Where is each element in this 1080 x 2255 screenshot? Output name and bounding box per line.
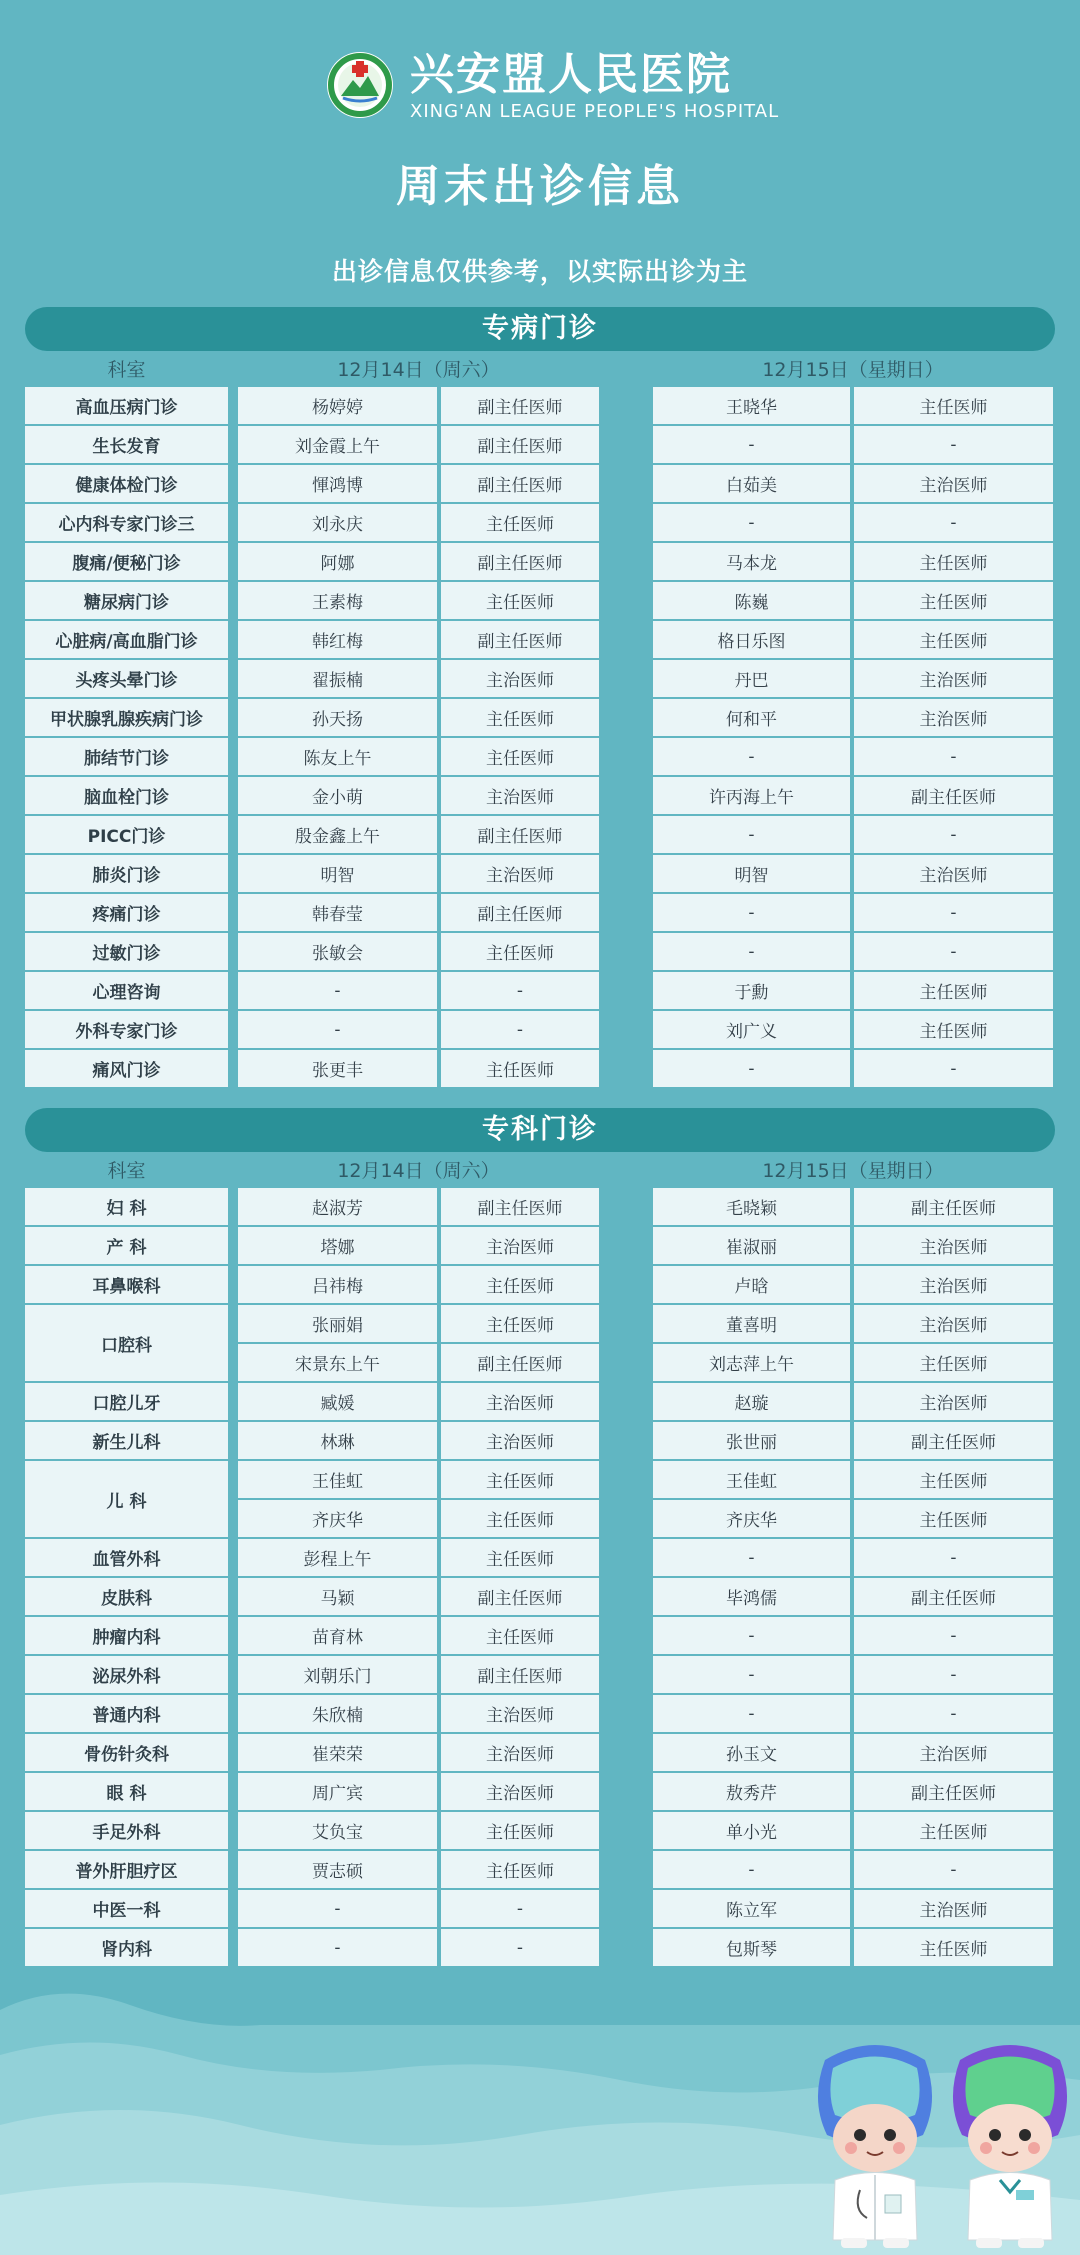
doctor-name-day2: 丹巴: [653, 660, 850, 697]
doctor-name-day2: -: [653, 1851, 850, 1888]
department-cell: 生长发育: [25, 426, 228, 463]
department-cell: 口腔儿牙: [25, 1383, 228, 1420]
doctor-title-day1: 副主任医师: [441, 426, 599, 463]
mascot-doctor-icon: [805, 2040, 945, 2250]
doctor-name-day2: 敖秀芹: [653, 1773, 850, 1810]
department-cell: 儿 科: [25, 1461, 228, 1537]
doctor-name-day2: -: [653, 1539, 850, 1576]
doctor-name-day1: 塔娜: [238, 1227, 437, 1264]
hospital-emblem-icon: [325, 50, 395, 120]
department-cell: 健康体检门诊: [25, 465, 228, 502]
doctor-title-day1: 主任医师: [441, 1812, 599, 1849]
doctor-name-day1: 齐庆华: [238, 1500, 437, 1537]
department-cell: 外科专家门诊: [25, 1011, 228, 1048]
department-cell: 过敏门诊: [25, 933, 228, 970]
doctor-title-day1: 主任医师: [441, 1539, 599, 1576]
doctor-title-day2: 主治医师: [854, 1305, 1053, 1342]
section-title: 专科门诊: [25, 1108, 1055, 1152]
department-cell: 妇 科: [25, 1188, 228, 1225]
notice-text: 出诊信息仅供参考，以实际出诊为主: [331, 257, 748, 286]
doctor-title-day2: -: [854, 1695, 1053, 1732]
department-cell: 心脏病/高血脂门诊: [25, 621, 228, 658]
department-cell: 头疼头晕门诊: [25, 660, 228, 697]
doctor-name-day1: 王佳虹: [238, 1461, 437, 1498]
header: [0, 0, 1080, 300]
doctor-name-day2: -: [653, 1656, 850, 1693]
doctor-name-day1: 张丽娟: [238, 1305, 437, 1342]
doctor-title-day1: 主任医师: [441, 1266, 599, 1303]
doctor-name-day1: 臧媛: [238, 1383, 437, 1420]
doctor-title-day1: 副主任医师: [441, 387, 599, 424]
doctor-title-day1: 主治医师: [441, 1734, 599, 1771]
doctor-title-day2: 主任医师: [854, 1500, 1053, 1537]
doctor-title-day2: 主任医师: [854, 1929, 1053, 1966]
doctor-name-day2: 于勳: [653, 972, 850, 1009]
section-title: 专病门诊: [25, 307, 1055, 351]
doctor-title-day1: 主治医师: [441, 1383, 599, 1420]
doctor-name-day1: 金小萌: [238, 777, 437, 814]
doctor-name-day2: 孙玉文: [653, 1734, 850, 1771]
doctor-name-day2: 毛晓颖: [653, 1188, 850, 1225]
doctor-name-day2: 陈立军: [653, 1890, 850, 1927]
department-cell: 新生儿科: [25, 1422, 228, 1459]
doctor-name-day2: 王佳虹: [653, 1461, 850, 1498]
doctor-title-day2: 主任医师: [854, 1461, 1053, 1498]
doctor-name-day2: -: [653, 894, 850, 931]
doctor-title-day1: 主治医师: [441, 855, 599, 892]
department-cell: 痛风门诊: [25, 1050, 228, 1087]
column-header-dept: 科室: [107, 1160, 146, 1182]
department-cell: 骨伤针灸科: [25, 1734, 228, 1771]
doctor-title-day1: 副主任医师: [441, 465, 599, 502]
doctor-title-day2: 主任医师: [854, 1344, 1053, 1381]
department-cell: 口腔科: [25, 1305, 228, 1381]
department-cell: 皮肤科: [25, 1578, 228, 1615]
doctor-title-day2: -: [854, 894, 1053, 931]
department-cell: 肺结节门诊: [25, 738, 228, 775]
doctor-title-day2: -: [854, 426, 1053, 463]
doctor-title-day1: -: [441, 1929, 599, 1966]
doctor-name-day2: 张世丽: [653, 1422, 850, 1459]
doctor-title-day1: 主任医师: [441, 1851, 599, 1888]
doctor-title-day2: 主治医师: [854, 855, 1053, 892]
doctor-title-day1: 主任医师: [441, 504, 599, 541]
doctor-name-day1: 崔荣荣: [238, 1734, 437, 1771]
department-cell: 肾内科: [25, 1929, 228, 1966]
column-header-day2: 12月15日（星期日）: [762, 359, 944, 381]
doctor-title-day1: 主任医师: [441, 933, 599, 970]
doctor-name-day1: 赵淑芳: [238, 1188, 437, 1225]
doctor-name-day2: 许丙海上午: [653, 777, 850, 814]
doctor-name-day1: 周广宾: [238, 1773, 437, 1810]
doctor-title-day1: 主任医师: [441, 1617, 599, 1654]
page-title: 周末出诊信息: [396, 161, 684, 212]
doctor-name-day1: 韩春莹: [238, 894, 437, 931]
department-cell: 心理咨询: [25, 972, 228, 1009]
doctor-name-day2: 明智: [653, 855, 850, 892]
department-cell: 高血压病门诊: [25, 387, 228, 424]
doctor-name-day2: -: [653, 1617, 850, 1654]
doctor-name-day2: -: [653, 504, 850, 541]
doctor-title-day1: 主治医师: [441, 660, 599, 697]
doctor-title-day2: 主治医师: [854, 1266, 1053, 1303]
column-header-day1: 12月14日（周六）: [337, 359, 500, 381]
department-cell: 糖尿病门诊: [25, 582, 228, 619]
doctor-name-day1: -: [238, 1890, 437, 1927]
doctor-title-day2: -: [854, 738, 1053, 775]
doctor-title-day2: 主治医师: [854, 1227, 1053, 1264]
doctor-title-day2: 副主任医师: [854, 777, 1053, 814]
doctor-title-day2: -: [854, 816, 1053, 853]
department-cell: 肿瘤内科: [25, 1617, 228, 1654]
doctor-name-day1: 殷金鑫上午: [238, 816, 437, 853]
doctor-name-day2: 赵璇: [653, 1383, 850, 1420]
doctor-name-day1: 艾负宝: [238, 1812, 437, 1849]
department-cell: 耳鼻喉科: [25, 1266, 228, 1303]
doctor-name-day1: 马颖: [238, 1578, 437, 1615]
doctor-title-day1: 主任医师: [441, 1050, 599, 1087]
doctor-name-day1: 明智: [238, 855, 437, 892]
doctor-name-day2: -: [653, 1050, 850, 1087]
doctor-title-day2: -: [854, 933, 1053, 970]
department-cell: 脑血栓门诊: [25, 777, 228, 814]
doctor-name-day2: 卢晗: [653, 1266, 850, 1303]
doctor-name-day1: 朱欣楠: [238, 1695, 437, 1732]
doctor-title-day1: -: [441, 1890, 599, 1927]
doctor-name-day2: 白茹美: [653, 465, 850, 502]
doctor-title-day2: 主治医师: [854, 465, 1053, 502]
mascot-nurse-icon: [940, 2040, 1080, 2250]
doctor-name-day2: 王晓华: [653, 387, 850, 424]
doctor-title-day1: 副主任医师: [441, 621, 599, 658]
department-cell: 产 科: [25, 1227, 228, 1264]
doctor-name-day1: 王素梅: [238, 582, 437, 619]
doctor-name-day2: -: [653, 426, 850, 463]
doctor-title-day2: 主任医师: [854, 1011, 1053, 1048]
doctor-title-day1: 主任医师: [441, 1500, 599, 1537]
doctor-title-day2: -: [854, 1617, 1053, 1654]
doctor-title-day2: 副主任医师: [854, 1422, 1053, 1459]
doctor-name-day1: -: [238, 972, 437, 1009]
doctor-title-day1: -: [441, 972, 599, 1009]
department-cell: 腹痛/便秘门诊: [25, 543, 228, 580]
doctor-name-day1: 苗育林: [238, 1617, 437, 1654]
doctor-name-day1: 贾志硕: [238, 1851, 437, 1888]
doctor-title-day1: 副主任医师: [441, 816, 599, 853]
doctor-name-day2: 毕鸿儒: [653, 1578, 850, 1615]
doctor-name-day1: 翟振楠: [238, 660, 437, 697]
department-cell: 中医一科: [25, 1890, 228, 1927]
department-cell: 疼痛门诊: [25, 894, 228, 931]
doctor-name-day2: 刘志萍上午: [653, 1344, 850, 1381]
doctor-name-day1: 吕祎梅: [238, 1266, 437, 1303]
doctor-title-day2: 主治医师: [854, 1734, 1053, 1771]
doctor-name-day1: 阿娜: [238, 543, 437, 580]
doctor-title-day1: 主治医师: [441, 1695, 599, 1732]
hospital-name: 兴安盟人民医院: [410, 49, 732, 100]
doctor-title-day2: 主任医师: [854, 582, 1053, 619]
doctor-name-day1: 杨婷婷: [238, 387, 437, 424]
column-header-day2: 12月15日（星期日）: [762, 1160, 944, 1182]
doctor-name-day2: 马本龙: [653, 543, 850, 580]
doctor-name-day1: -: [238, 1011, 437, 1048]
doctor-name-day2: -: [653, 1695, 850, 1732]
doctor-name-day2: 崔淑丽: [653, 1227, 850, 1264]
doctor-title-day1: 副主任医师: [441, 894, 599, 931]
doctor-name-day2: 刘广义: [653, 1011, 850, 1048]
doctor-name-day1: 宋景东上午: [238, 1344, 437, 1381]
doctor-title-day1: 副主任医师: [441, 1344, 599, 1381]
doctor-name-day2: 包斯琴: [653, 1929, 850, 1966]
department-cell: 普通内科: [25, 1695, 228, 1732]
doctor-name-day1: -: [238, 1929, 437, 1966]
column-header-dept: 科室: [107, 359, 146, 381]
doctor-title-day2: -: [854, 1656, 1053, 1693]
doctor-title-day2: -: [854, 1851, 1053, 1888]
doctor-title-day1: 主任医师: [441, 582, 599, 619]
doctor-name-day1: 刘永庆: [238, 504, 437, 541]
doctor-title-day2: 主任医师: [854, 543, 1053, 580]
doctor-title-day1: 主治医师: [441, 1422, 599, 1459]
doctor-name-day1: 林琳: [238, 1422, 437, 1459]
department-cell: 心内科专家门诊三: [25, 504, 228, 541]
doctor-title-day1: 主治医师: [441, 1227, 599, 1264]
doctor-title-day1: 副主任医师: [441, 1656, 599, 1693]
department-cell: 泌尿外科: [25, 1656, 228, 1693]
doctor-name-day1: 张更丰: [238, 1050, 437, 1087]
doctor-name-day2: 何和平: [653, 699, 850, 736]
doctor-title-day2: 主治医师: [854, 660, 1053, 697]
doctor-title-day2: 副主任医师: [854, 1188, 1053, 1225]
doctor-title-day2: 主任医师: [854, 972, 1053, 1009]
doctor-title-day1: 主治医师: [441, 777, 599, 814]
department-cell: 眼 科: [25, 1773, 228, 1810]
doctor-title-day1: 主任医师: [441, 1305, 599, 1342]
doctor-name-day2: 单小光: [653, 1812, 850, 1849]
doctor-title-day1: 主任医师: [441, 738, 599, 775]
doctor-name-day2: 格日乐图: [653, 621, 850, 658]
department-cell: 甲状腺乳腺疾病门诊: [25, 699, 228, 736]
doctor-title-day2: 主任医师: [854, 621, 1053, 658]
doctor-name-day1: 惲鸿博: [238, 465, 437, 502]
doctor-name-day1: 韩红梅: [238, 621, 437, 658]
doctor-name-day2: 齐庆华: [653, 1500, 850, 1537]
department-cell: 普外肝胆疗区: [25, 1851, 228, 1888]
doctor-title-day2: 主治医师: [854, 1383, 1053, 1420]
doctor-name-day2: -: [653, 738, 850, 775]
doctor-title-day2: 主任医师: [854, 387, 1053, 424]
doctor-name-day1: 刘朝乐门: [238, 1656, 437, 1693]
doctor-title-day2: 主治医师: [854, 1890, 1053, 1927]
department-cell: 手足外科: [25, 1812, 228, 1849]
doctor-name-day1: 刘金霞上午: [238, 426, 437, 463]
doctor-title-day2: -: [854, 504, 1053, 541]
doctor-name-day2: 陈巍: [653, 582, 850, 619]
doctor-title-day2: 副主任医师: [854, 1773, 1053, 1810]
hospital-name-english: XING'AN LEAGUE PEOPLE'S HOSPITAL: [410, 101, 780, 122]
doctor-title-day2: 主治医师: [854, 699, 1053, 736]
doctor-name-day1: 张敏会: [238, 933, 437, 970]
doctor-name-day2: -: [653, 816, 850, 853]
column-header-day1: 12月14日（周六）: [337, 1160, 500, 1182]
doctor-title-day1: 主任医师: [441, 1461, 599, 1498]
doctor-title-day1: 主治医师: [441, 1773, 599, 1810]
doctor-title-day1: -: [441, 1011, 599, 1048]
doctor-title-day2: 副主任医师: [854, 1578, 1053, 1615]
doctor-name-day2: -: [653, 933, 850, 970]
doctor-title-day1: 副主任医师: [441, 543, 599, 580]
doctor-name-day1: 彭程上午: [238, 1539, 437, 1576]
doctor-name-day1: 孙天扬: [238, 699, 437, 736]
department-cell: 肺炎门诊: [25, 855, 228, 892]
doctor-title-day2: 主任医师: [854, 1812, 1053, 1849]
doctor-name-day1: 陈友上午: [238, 738, 437, 775]
doctor-name-day2: 董喜明: [653, 1305, 850, 1342]
doctor-title-day2: -: [854, 1539, 1053, 1576]
doctor-title-day1: 主任医师: [441, 699, 599, 736]
doctor-title-day1: 副主任医师: [441, 1188, 599, 1225]
doctor-title-day2: -: [854, 1050, 1053, 1087]
doctor-title-day1: 副主任医师: [441, 1578, 599, 1615]
department-cell: PICC门诊: [25, 816, 228, 853]
department-cell: 血管外科: [25, 1539, 228, 1576]
